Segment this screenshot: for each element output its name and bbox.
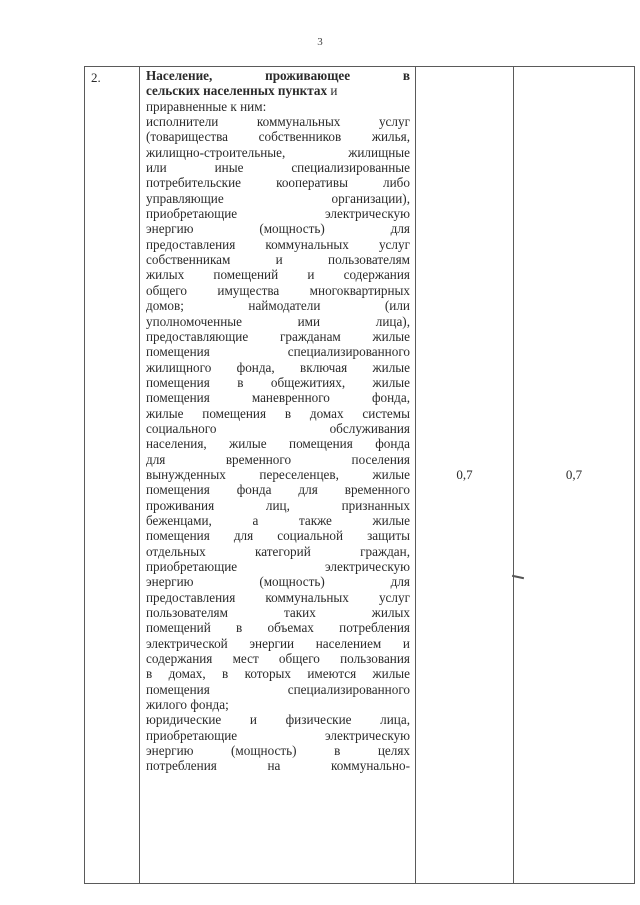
value-cell-1: 0,7 <box>416 67 514 884</box>
value-cell-2: 0,7 <box>514 67 635 884</box>
heading-word: Население, <box>146 68 213 83</box>
heading-bold-text: сельских населенных пунктах <box>146 83 328 99</box>
description-line: собственникам и пользователям <box>146 252 410 268</box>
description-line: приравненные к ним: <box>146 98 267 114</box>
description-text <box>146 68 410 774</box>
heading-line-2 <box>146 83 410 98</box>
description-line: социального обслуживания <box>146 420 410 436</box>
table-row <box>85 67 635 884</box>
description-line: в домах, в которых имеются жилые <box>146 666 410 682</box>
page-number: 3 <box>317 36 323 48</box>
description-line: жилых помещений и содержания <box>146 267 410 283</box>
description-line: домов; наймодатели (или <box>146 298 410 314</box>
description-line: или иные специализированные <box>146 160 410 176</box>
description-line: содержания мест общего пользования <box>146 651 410 667</box>
description-line: потребления на коммунально- <box>146 758 410 774</box>
description-line: помещения для социальной защиты <box>146 528 410 544</box>
description-line: общего имущества многоквартирных <box>146 282 410 298</box>
description-line: жилого фонда; <box>146 697 229 713</box>
tariff-table <box>84 66 635 884</box>
description-line: приобретающие электрическую <box>146 559 410 574</box>
description-line: электрической энергии населением и <box>146 635 410 651</box>
description-line: помещения специализированного <box>146 681 410 697</box>
description-line: вынужденных переселенцев, жилые <box>146 466 410 482</box>
description-line: юридические и физические лица, <box>146 712 410 728</box>
description-line: управляющие организации), <box>146 190 410 206</box>
description-line: (товарищества собственников жилья, <box>146 129 410 145</box>
description-line: энергию (мощность) для <box>146 574 410 590</box>
heading-line-1 <box>146 68 410 83</box>
row-number: 2. <box>85 67 140 884</box>
description-line: энергию (мощность) в целях <box>146 743 410 759</box>
description-line: помещения фонда для временного <box>146 482 410 498</box>
description-line: помещения в общежитиях, жилые <box>146 374 410 390</box>
heading-rest-text: и <box>327 83 338 99</box>
heading-word: в <box>402 68 411 83</box>
description-line: помещения маневренного фонда, <box>146 390 410 406</box>
description-line: потребительские кооперативы либо <box>146 175 410 191</box>
description-line: приобретающие электрическую <box>146 206 410 222</box>
description-line: проживания лиц, признанных <box>146 497 410 513</box>
row-description <box>140 67 416 884</box>
description-line: жилые помещения в домах системы <box>146 405 410 421</box>
description-line: отдельных категорий граждан, <box>146 543 410 559</box>
description-line: для временного поселения <box>146 451 410 467</box>
heading-word: проживающее <box>265 68 351 83</box>
description-line: предоставления коммунальных услуг <box>146 589 410 605</box>
description-line: предоставления коммунальных услуг <box>146 236 410 252</box>
description-line: жилищного фонда, включая жилые <box>146 359 410 375</box>
description-line: энергию (мощность) для <box>146 221 410 237</box>
description-line: жилищно-строительные, жилищные <box>146 144 410 160</box>
description-line: пользователям таких жилых <box>146 605 410 621</box>
description-line: беженцами, а также жилые <box>146 512 410 528</box>
description-line: предоставляющие гражданам жилые <box>146 328 410 344</box>
description-line: уполномоченные ими лица), <box>146 313 410 329</box>
description-line: исполнители коммунальных услуг <box>146 114 410 130</box>
description-line: помещения специализированного <box>146 344 410 360</box>
description-line: приобретающие электрическую <box>146 727 410 743</box>
description-line: населения, жилые помещения фонда <box>146 436 410 452</box>
description-line: помещений в объемах потребления <box>146 620 410 636</box>
